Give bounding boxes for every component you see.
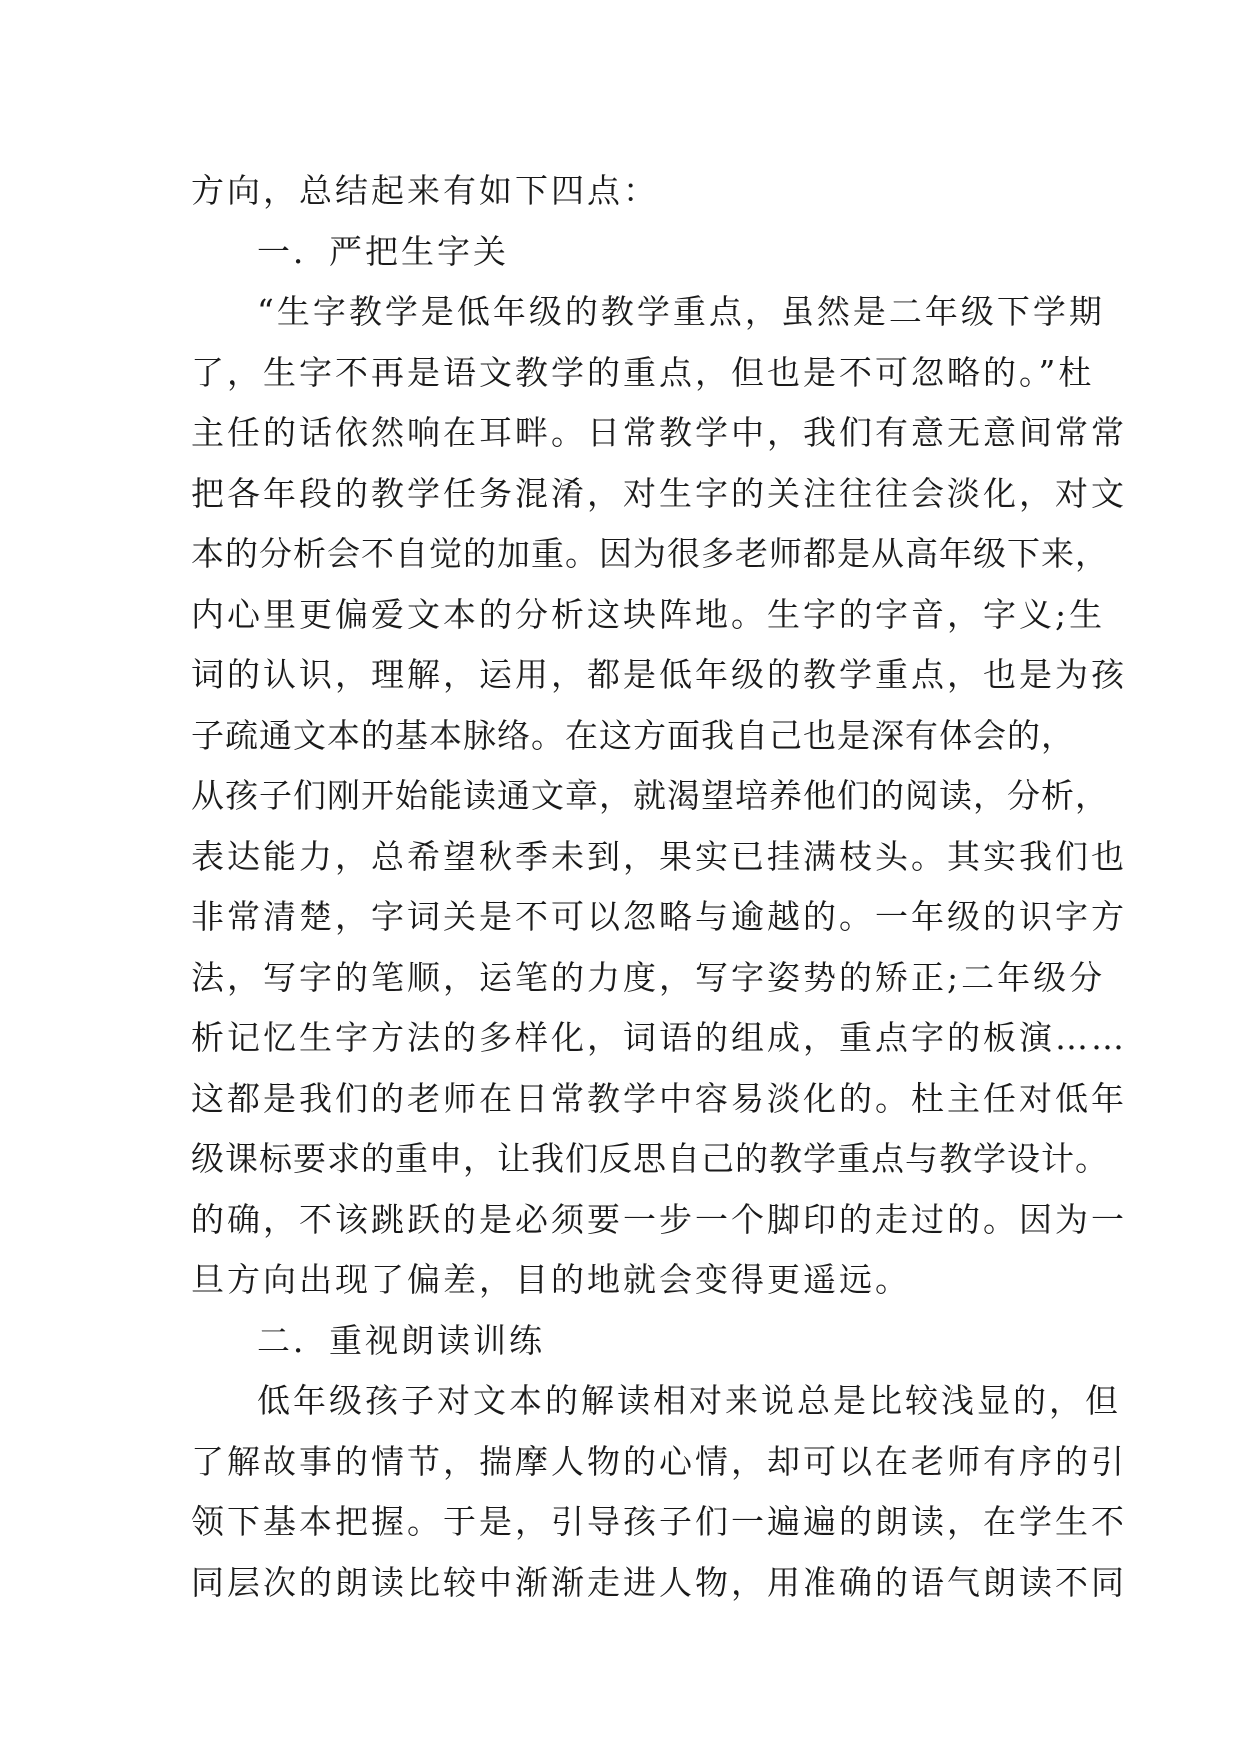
text-line: 词的认识，理解，运用，都是低年级的教学重点，也是为孩 — [191, 655, 1127, 694]
text-line: 法，写字的笔顺，运笔的力度，写字姿势的矫正;二年级分 — [191, 957, 1106, 997]
section-heading: 一．严把生字关 — [257, 231, 509, 271]
text-line: 了解故事的情节，揣摩人物的心情，却可以在老师有序的引 — [191, 1441, 1127, 1481]
text-line: “生字教学是低年级的教学重点，虽然是二年级下学期 — [257, 292, 1105, 331]
text-line: 把各年段的教学任务混淆，对生字的关注往往会淡化，对文 — [191, 473, 1127, 513]
text-line: 内心里更偏爱文本的分析这块阵地。生字的字音，字义;生 — [191, 594, 1106, 634]
text-line: 了，生字不再是语文教学的重点，但也是不可忽略的。”杜 — [191, 352, 1095, 392]
text-line: 表达能力，总希望秋季未到，果实已挂满枝头。其实我们也 — [191, 836, 1127, 876]
text-line: 子疏通文本的基本脉络。在这方面我自己也是深有体会的， — [191, 715, 1075, 755]
text-line: 同层次的朗读比较中渐渐走进人物，用准确的语气朗读不同 — [191, 1562, 1127, 1602]
text-line: 非常清楚，字词关是不可以忽略与逾越的。一年级的识字方 — [191, 897, 1127, 936]
text-line: 从孩子们刚开始能读通文章，就渴望培养他们的阅读，分析， — [191, 776, 1109, 815]
text-line: 领下基本把握。于是，引导孩子们一遍遍的朗读，在学生不 — [191, 1502, 1127, 1541]
section-heading: 二．重视朗读训练 — [257, 1320, 545, 1360]
body-text — [191, 161, 1127, 1613]
text-line: 这都是我们的老师在日常教学中容易淡化的。杜主任对低年 — [191, 1078, 1127, 1118]
text-line: 主任的话依然响在耳畔。日常教学中，我们有意无意间常常 — [191, 413, 1127, 452]
text-line: 级课标要求的重申，让我们反思自己的教学重点与教学设计。 — [191, 1139, 1109, 1178]
text-line: 低年级孩子对文本的解读相对来说总是比较浅显的，但 — [257, 1381, 1121, 1420]
text-line: 旦方向出现了偏差，目的地就会变得更遥远。 — [191, 1260, 911, 1299]
text-line: 本的分析会不自觉的加重。因为很多老师都是从高年级下来， — [191, 534, 1109, 573]
text-line: 的确，不该跳跃的是必须要一步一个脚印的走过的。因为一 — [191, 1199, 1127, 1239]
text-line: 方向，总结起来有如下四点： — [191, 171, 659, 210]
text-line: 析记忆生字方法的多样化，词语的组成，重点字的板演…… — [191, 1018, 1127, 1057]
